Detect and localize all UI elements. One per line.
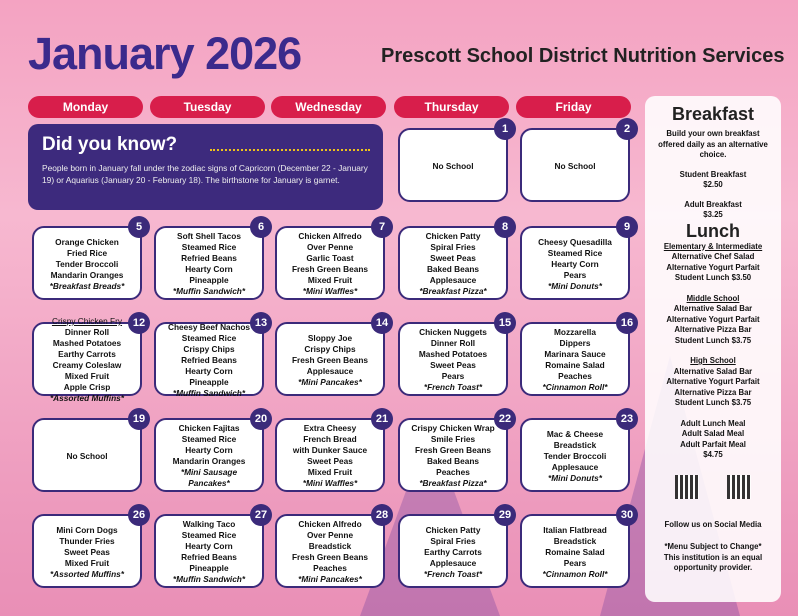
menu-item: Pears bbox=[441, 371, 465, 381]
menu-item: Orange Chicken bbox=[55, 236, 119, 247]
menu-item: Pears bbox=[563, 557, 587, 568]
did-you-know-title: Did you know? bbox=[42, 134, 178, 155]
middle-title: Middle School bbox=[686, 293, 740, 303]
sidebar-line: $4.75 bbox=[703, 450, 723, 459]
menu-item: Extra Cheesy bbox=[303, 423, 357, 433]
menu-item: Refried Beans bbox=[181, 354, 237, 365]
date-badge: 6 bbox=[250, 216, 272, 238]
menu-item: Fresh Green Beans bbox=[291, 354, 369, 365]
menu-day-15 bbox=[398, 322, 508, 396]
menu-item: No School bbox=[432, 160, 474, 171]
date-badge: 20 bbox=[250, 408, 272, 430]
date-badge: 13 bbox=[250, 312, 272, 334]
menu-item: Fresh Green Beans bbox=[414, 445, 492, 455]
date-badge: 9 bbox=[616, 216, 638, 238]
menu-item: Steamed Rice bbox=[181, 242, 237, 252]
sidebar-line: Alternative Pizza Bar bbox=[674, 325, 752, 334]
menu-item: Creamy Coleslaw bbox=[52, 360, 122, 370]
menu-item: Apple Crisp bbox=[63, 382, 111, 392]
date-badge: 21 bbox=[371, 408, 393, 430]
menu-day-5 bbox=[32, 226, 142, 300]
menu-item: Mandarin Oranges bbox=[50, 269, 124, 280]
date-badge: 30 bbox=[616, 504, 638, 526]
menu-item: Chicken Alfredo bbox=[298, 519, 362, 529]
menu-item: Dippers bbox=[559, 338, 591, 348]
breakfast-alt: *Breakfast Breads* bbox=[49, 280, 125, 291]
student-breakfast-price: $2.50 bbox=[703, 180, 723, 189]
menu-item: Thunder Fries bbox=[59, 535, 115, 546]
date-badge: 22 bbox=[494, 408, 516, 430]
date-badge: 26 bbox=[128, 504, 150, 526]
menu-day-22 bbox=[398, 418, 508, 492]
menu-item: Breadstick bbox=[553, 439, 597, 450]
menu-item: Spiral Fries bbox=[430, 535, 476, 546]
menu-item: Breadstick bbox=[308, 541, 352, 551]
menu-item: Breadstick bbox=[553, 535, 597, 546]
district-name: Prescott School District Nutrition Services bbox=[381, 45, 785, 67]
disclaimer-1: *Menu Subject to Change* bbox=[664, 542, 762, 551]
day-header-wednesday: Wednesday bbox=[271, 96, 386, 118]
breakfast-alt: *Mini Pancakes* bbox=[298, 376, 362, 387]
student-breakfast-label: Student Breakfast bbox=[679, 169, 747, 179]
menu-day-27 bbox=[154, 514, 264, 588]
menu-day-7 bbox=[275, 226, 385, 300]
menu-item: Hearty Corn bbox=[185, 445, 233, 455]
breakfast-alt: *Breakfast Pizza* bbox=[419, 478, 487, 488]
sidebar-line: Adult Parfait Meal bbox=[680, 439, 746, 449]
menu-item: Baked Beans bbox=[426, 264, 480, 274]
menu-item: Baked Beans bbox=[426, 456, 480, 466]
breakfast-alt: *French Toast* bbox=[423, 382, 483, 392]
sidebar-info bbox=[645, 96, 781, 602]
breakfast-alt: *Cinnamon Roll* bbox=[542, 382, 608, 392]
menu-item: Peaches bbox=[436, 467, 470, 477]
menu-item: Romaine Salad bbox=[545, 546, 605, 557]
breakfast-alt: *Muffin Sandwich* bbox=[172, 286, 246, 296]
menu-item: Tender Broccoli bbox=[543, 450, 607, 461]
date-badge: 23 bbox=[616, 408, 638, 430]
breakfast-desc: Build your own breakfast offered daily as an alternative choice. bbox=[658, 129, 768, 159]
breakfast-alt: *Mini Waffles* bbox=[302, 478, 358, 488]
date-badge: 29 bbox=[494, 504, 516, 526]
breakfast-alt: *Breakfast Pizza* bbox=[419, 286, 487, 296]
menu-item: with Dunker Sauce bbox=[292, 445, 368, 455]
menu-day-28 bbox=[275, 514, 385, 588]
menu-item: Garlic Toast bbox=[306, 253, 354, 263]
sidebar-line: Alternative Yogurt Parfait bbox=[666, 314, 760, 324]
menu-item: Peaches bbox=[558, 371, 592, 381]
breakfast-alt: *French Toast* bbox=[423, 568, 483, 579]
menu-item: Marinara Sauce bbox=[544, 349, 606, 359]
menu-item: Earthy Carrots bbox=[424, 546, 482, 557]
breakfast-alt: *Muffin Sandwich* bbox=[172, 387, 246, 398]
menu-item: Crispy Chips bbox=[304, 343, 356, 354]
lunch-title: Lunch bbox=[686, 220, 740, 241]
disclaimer-2: This institution is an equal opportunity provider. bbox=[663, 552, 763, 572]
sidebar-line: Alternative Pizza Bar bbox=[674, 387, 752, 397]
date-badge: 2 bbox=[616, 118, 638, 140]
menu-item: Earthy Carrots bbox=[58, 349, 116, 359]
menu-item: Steamed Rice bbox=[181, 332, 237, 343]
menu-day-6 bbox=[154, 226, 264, 300]
date-badge: 7 bbox=[371, 216, 393, 238]
breakfast-alt: *Mini Pancakes* bbox=[298, 574, 362, 584]
qr-code-icon[interactable] bbox=[675, 475, 699, 499]
menu-item: Fried Rice bbox=[66, 247, 108, 258]
menu-day-23 bbox=[520, 418, 630, 492]
menu-item: Applesauce bbox=[429, 557, 477, 568]
date-badge: 19 bbox=[128, 408, 150, 430]
menu-day-19 bbox=[32, 418, 142, 492]
menu-item: No School bbox=[66, 450, 108, 461]
menu-item: Mixed Fruit bbox=[307, 467, 353, 477]
menu-item: Applesauce bbox=[551, 461, 599, 472]
menu-item: Peaches bbox=[313, 563, 347, 573]
menu-item: Pineapple bbox=[189, 376, 229, 387]
date-badge: 27 bbox=[250, 504, 272, 526]
menu-item: Chicken Nuggets bbox=[419, 327, 487, 337]
menu-day-2 bbox=[520, 128, 630, 202]
elem-title: Elementary & Intermediate bbox=[663, 241, 763, 251]
menu-item: Sweet Peas bbox=[307, 456, 353, 466]
page-title: January 2026 bbox=[28, 28, 302, 79]
menu-day-16 bbox=[520, 322, 630, 396]
menu-item: Dinner Roll bbox=[430, 338, 476, 348]
menu-item: Smile Fries bbox=[430, 434, 476, 444]
date-badge: 1 bbox=[494, 118, 516, 140]
menu-item: Hearty Corn bbox=[185, 541, 233, 551]
qr-codes bbox=[649, 475, 777, 504]
menu-item: Mixed Fruit bbox=[307, 275, 353, 285]
menu-item: Crispy Chicken Wrap bbox=[411, 423, 495, 433]
menu-item: Over Penne bbox=[306, 242, 354, 252]
menu-item: Walking Taco bbox=[182, 519, 236, 529]
menu-item: Chicken Fajitas bbox=[178, 423, 240, 433]
sidebar-line: Student Lunch $3.75 bbox=[674, 398, 752, 407]
menu-item: Fresh Green Beans bbox=[291, 552, 369, 562]
sidebar-line: Alternative Chef Salad bbox=[671, 252, 755, 261]
menu-item: Steamed Rice bbox=[547, 247, 603, 258]
date-badge: 8 bbox=[494, 216, 516, 238]
menu-item: Crispy Chicken Fry bbox=[51, 316, 123, 326]
menu-item: Mixed Fruit bbox=[64, 557, 110, 568]
menu-item: Hearty Corn bbox=[185, 264, 233, 274]
menu-day-21 bbox=[275, 418, 385, 492]
menu-item: Mac & Cheese bbox=[546, 428, 604, 439]
sidebar-line: Alternative Yogurt Parfait bbox=[666, 262, 760, 272]
menu-item: Sloppy Joe bbox=[307, 332, 353, 343]
menu-day-14 bbox=[275, 322, 385, 396]
menu-item: Crispy Chips bbox=[183, 343, 235, 354]
menu-item: Chicken Alfredo bbox=[298, 231, 362, 241]
date-badge: 28 bbox=[371, 504, 393, 526]
breakfast-alt: *Assorted Muffins* bbox=[49, 393, 125, 403]
menu-item: Over Penne bbox=[306, 530, 354, 540]
menu-item: Steamed Rice bbox=[181, 530, 237, 540]
menu-item: Mandarin Oranges bbox=[172, 456, 246, 466]
breakfast-alt: *Mini Donuts* bbox=[548, 280, 602, 291]
menu-item: Spiral Fries bbox=[430, 242, 476, 252]
menu-item: Mashed Potatoes bbox=[52, 338, 122, 348]
breakfast-alt: *Muffin Sandwich* bbox=[172, 574, 246, 584]
menu-day-29 bbox=[398, 514, 508, 588]
date-badge: 16 bbox=[616, 312, 638, 334]
menu-item: French Bread bbox=[303, 434, 357, 444]
menu-item: Steamed Rice bbox=[181, 434, 237, 444]
breakfast-alt: *Mini Waffles* bbox=[302, 286, 358, 296]
menu-item: Pineapple bbox=[189, 275, 229, 285]
menu-item: Mozzarella bbox=[554, 327, 596, 337]
qr-code-icon[interactable] bbox=[727, 475, 751, 499]
menu-item: Mashed Potatoes bbox=[418, 349, 488, 359]
adult-breakfast-price: $3.25 bbox=[703, 210, 723, 219]
date-badge: 14 bbox=[371, 312, 393, 334]
date-badge: 15 bbox=[494, 312, 516, 334]
sidebar-line: Adult Salad Meal bbox=[681, 429, 745, 438]
did-you-know-text: People born in January fall under the zodiac signs of Capricorn (December 22 - January 19) or Aquarius (January 20 - February 18). The birthstone for January is garnet. bbox=[42, 163, 368, 185]
menu-day-9 bbox=[520, 226, 630, 300]
menu-day-13 bbox=[154, 322, 264, 396]
sidebar-line: Alternative Salad Bar bbox=[673, 304, 753, 313]
day-header-thursday: Thursday bbox=[394, 96, 509, 118]
menu-item: Chicken Patty bbox=[425, 231, 481, 241]
menu-item: Italian Flatbread bbox=[543, 524, 607, 535]
menu-day-20 bbox=[154, 418, 264, 492]
sidebar-line: Student Lunch $3.50 bbox=[674, 273, 752, 282]
breakfast-alt: *Assorted Muffins* bbox=[49, 568, 125, 579]
breakfast-alt: *Cinnamon Roll* bbox=[542, 568, 608, 579]
menu-day-26 bbox=[32, 514, 142, 588]
menu-item: No School bbox=[554, 160, 596, 171]
menu-day-8 bbox=[398, 226, 508, 300]
menu-item: Applesauce bbox=[306, 365, 354, 376]
menu-item: Chicken Patty bbox=[425, 524, 481, 535]
menu-item: Pineapple bbox=[189, 563, 229, 573]
day-header-tuesday: Tuesday bbox=[150, 96, 265, 118]
dotted-divider bbox=[210, 149, 370, 151]
menu-item: Mini Corn Dogs bbox=[56, 524, 118, 535]
menu-item: Sweet Peas bbox=[64, 546, 110, 557]
breakfast-title: Breakfast bbox=[671, 104, 755, 124]
menu-item: Refried Beans bbox=[181, 552, 237, 562]
date-badge: 12 bbox=[128, 312, 150, 334]
menu-item: Pears bbox=[563, 269, 587, 280]
menu-item: Cheesy Beef Nachos bbox=[167, 321, 251, 332]
menu-item: Mixed Fruit bbox=[64, 371, 110, 381]
high-title: High School bbox=[690, 356, 736, 365]
menu-item: Dinner Roll bbox=[64, 327, 110, 337]
sidebar-line: Student Lunch $3.75 bbox=[674, 335, 752, 345]
sidebar-line: Adult Lunch Meal bbox=[680, 418, 746, 428]
adult-breakfast-label: Adult Breakfast bbox=[684, 199, 742, 209]
menu-item: Hearty Corn bbox=[551, 258, 599, 269]
sidebar-line: Alternative Salad Bar bbox=[673, 366, 753, 376]
menu-item: Cheesy Quesadilla bbox=[538, 236, 612, 247]
menu-day-1 bbox=[398, 128, 508, 202]
menu-item: Sweet Peas bbox=[430, 253, 476, 263]
menu-item: Applesauce bbox=[429, 275, 477, 285]
day-header-friday: Friday bbox=[516, 96, 631, 118]
breakfast-alt: *Mini Sausage Pancakes* bbox=[180, 467, 238, 488]
menu-item: Refried Beans bbox=[181, 253, 237, 263]
date-badge: 5 bbox=[128, 216, 150, 238]
breakfast-alt: *Mini Donuts* bbox=[548, 472, 602, 483]
day-header-monday: Monday bbox=[28, 96, 143, 118]
menu-day-30 bbox=[520, 514, 630, 588]
menu-item: Romaine Salad bbox=[545, 360, 605, 370]
menu-item: Hearty Corn bbox=[185, 365, 233, 376]
menu-item: Sweet Peas bbox=[430, 360, 476, 370]
social-text: Follow us on Social Media bbox=[664, 519, 762, 529]
menu-item: Tender Broccoli bbox=[55, 258, 119, 269]
did-you-know-box bbox=[28, 124, 383, 210]
sidebar-line: Alternative Yogurt Parfait bbox=[666, 377, 760, 386]
menu-item: Soft Shell Tacos bbox=[177, 231, 241, 241]
menu-item: Fresh Green Beans bbox=[291, 264, 369, 274]
